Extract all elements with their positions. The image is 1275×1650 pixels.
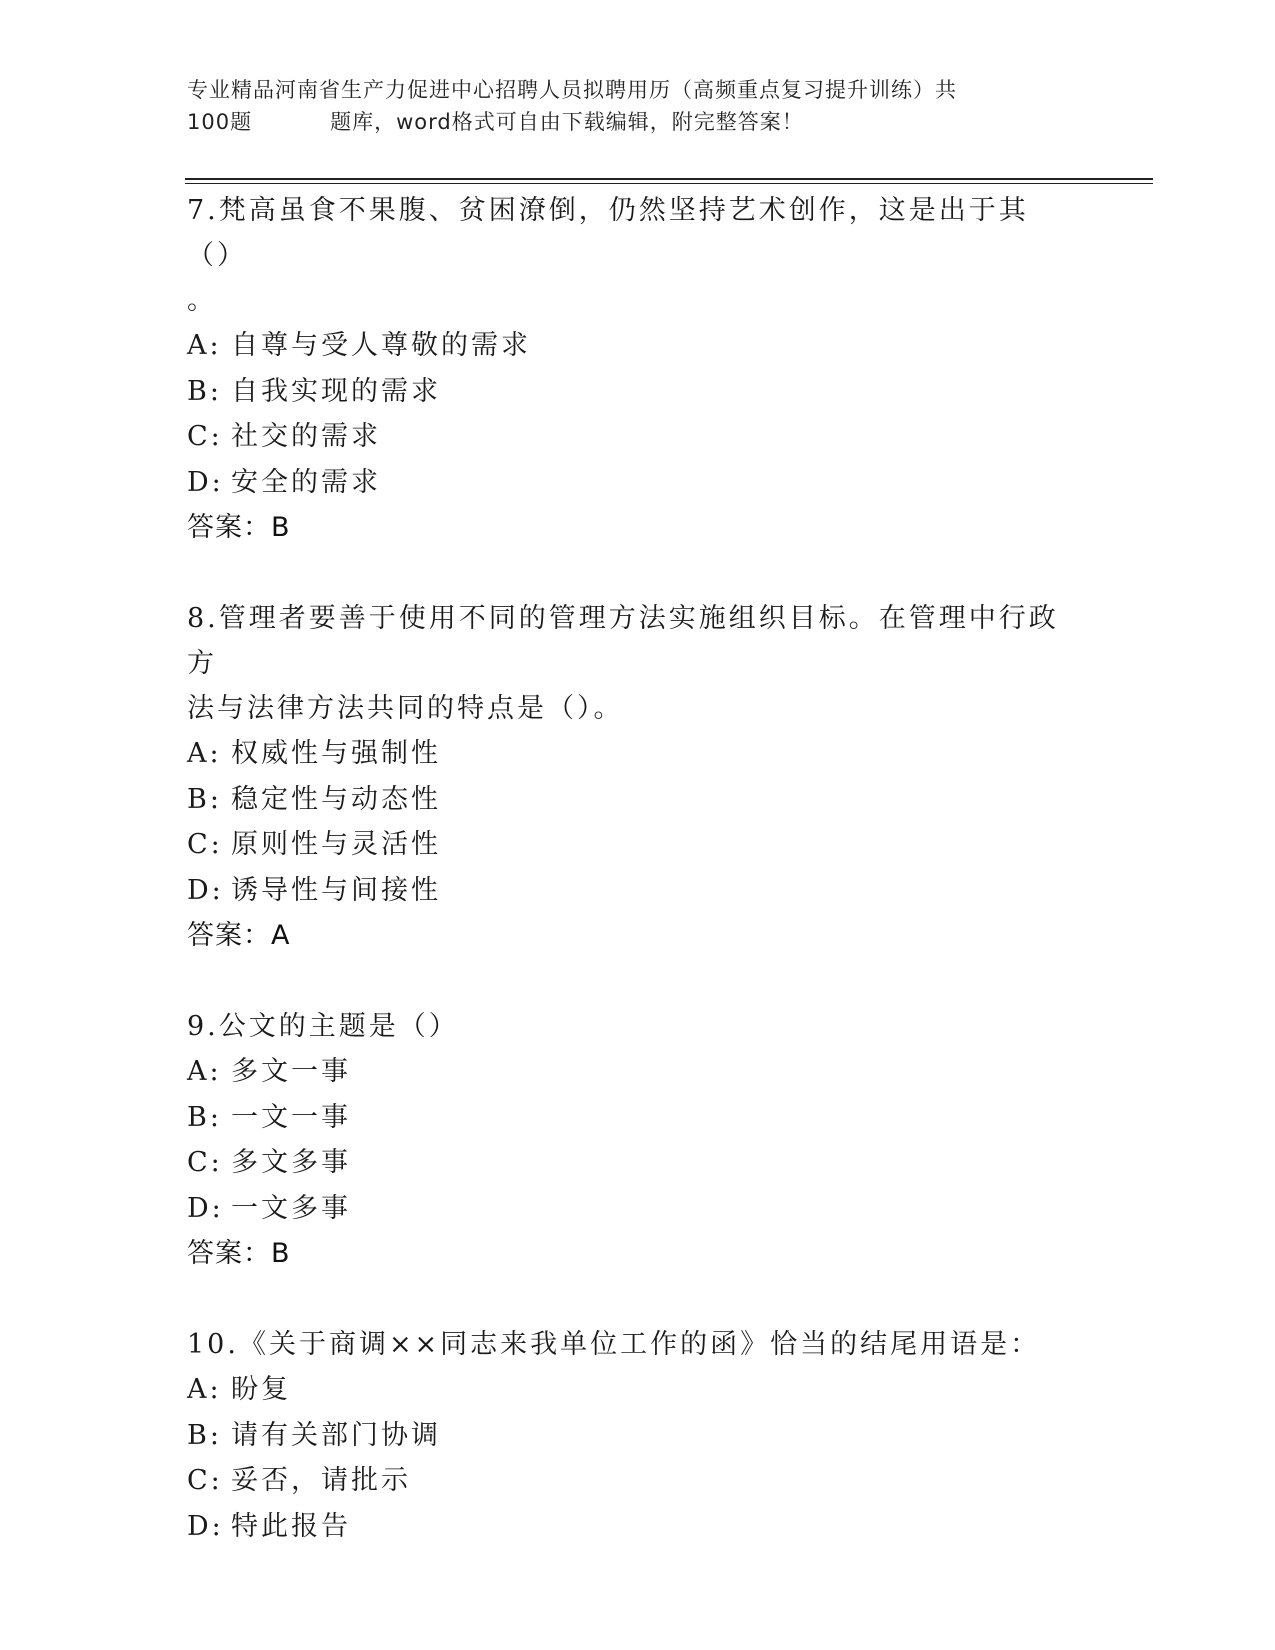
option-text: 稳定性与动态性: [231, 783, 441, 815]
header-question-count: 100题: [187, 110, 253, 134]
option-d: [187, 460, 1067, 506]
option-d: [187, 868, 1067, 914]
option-d: [187, 1186, 1067, 1232]
option-key: C:: [187, 421, 223, 452]
option-text: 一文一事: [231, 1101, 351, 1133]
option-text: 一文多事: [231, 1192, 351, 1224]
question-list: [187, 188, 1067, 1549]
option-text: 诱导性与间接性: [231, 874, 441, 906]
header-divider-thin: [185, 183, 1153, 184]
option-a: [187, 1367, 1067, 1413]
option-key: A:: [187, 1374, 222, 1405]
option-text: 盼复: [231, 1374, 291, 1405]
option-text: 特此报告: [231, 1510, 351, 1542]
option-text: 原则性与灵活性: [231, 829, 441, 860]
question-10: [187, 1322, 1067, 1549]
question-8: [187, 596, 1067, 958]
answer-line: 答案：A: [187, 920, 291, 951]
header-divider-thick: [185, 178, 1153, 180]
question-stem-continued: 法与法律方法共同的特点是（）。: [187, 693, 624, 724]
option-text: 安全的需求: [231, 466, 381, 498]
option-text: 请有关部门协调: [231, 1419, 441, 1451]
question-spacer: [187, 550, 1067, 596]
option-c: [187, 822, 1067, 868]
option-text: 权威性与强制性: [231, 738, 441, 769]
option-key: D:: [187, 1510, 224, 1542]
option-d: [187, 1504, 1067, 1550]
question-spacer: [187, 958, 1067, 1004]
answer-line: 答案：B: [187, 512, 291, 543]
option-key: B:: [187, 783, 222, 815]
question-7: [187, 188, 1067, 550]
question-stem: 8.管理者要善于使用不同的管理方法实施组织目标。在管理中行政方: [187, 603, 1059, 679]
option-key: D:: [187, 466, 224, 498]
option-a: [187, 323, 1067, 369]
option-c: [187, 1458, 1067, 1504]
option-key: B:: [187, 1101, 222, 1133]
option-c: [187, 414, 1067, 460]
option-key: C:: [187, 829, 223, 860]
option-text: 妥否，请批示: [231, 1465, 411, 1496]
option-c: [187, 1140, 1067, 1186]
option-key: A:: [187, 330, 222, 361]
option-a: [187, 731, 1067, 777]
option-key: A:: [187, 738, 222, 769]
option-b: [187, 777, 1067, 823]
option-b: [187, 369, 1067, 415]
option-a: [187, 1049, 1067, 1095]
option-key: D:: [187, 874, 224, 906]
option-key: B:: [187, 375, 222, 407]
question-9: [187, 1004, 1067, 1276]
question-stem-continued: 。: [187, 285, 217, 316]
option-b: [187, 1095, 1067, 1141]
option-text: 多文一事: [231, 1056, 351, 1087]
option-text: 社交的需求: [231, 421, 381, 452]
header-title-line1: 专业精品河南省生产力促进中心招聘人员拟聘用历（高频重点复习提升训练）共: [187, 78, 957, 102]
question-stem: 10.《关于商调××同志来我单位工作的函》恰当的结尾用语是：: [187, 1329, 1041, 1360]
option-b: [187, 1413, 1067, 1459]
option-key: C:: [187, 1147, 223, 1178]
question-stem: 9.公文的主题是（）: [187, 1011, 459, 1042]
question-stem: 7.梵高虽食不果腹、贫困潦倒，仍然坚持艺术创作，这是出于其（）: [187, 195, 1029, 271]
option-key: D:: [187, 1192, 224, 1224]
option-key: B:: [187, 1419, 222, 1451]
option-text: 自尊与受人尊敬的需求: [231, 330, 531, 361]
header-description: 题库，word格式可自由下载编辑，附完整答案！: [330, 110, 804, 134]
answer-line: 答案：B: [187, 1238, 291, 1269]
option-text: 自我实现的需求: [231, 375, 441, 407]
option-key: C:: [187, 1465, 223, 1496]
header-title-line2: [187, 106, 1067, 138]
document-header: [187, 74, 1067, 138]
option-text: 多文多事: [231, 1147, 351, 1178]
option-key: A:: [187, 1056, 222, 1087]
question-spacer: [187, 1276, 1067, 1322]
